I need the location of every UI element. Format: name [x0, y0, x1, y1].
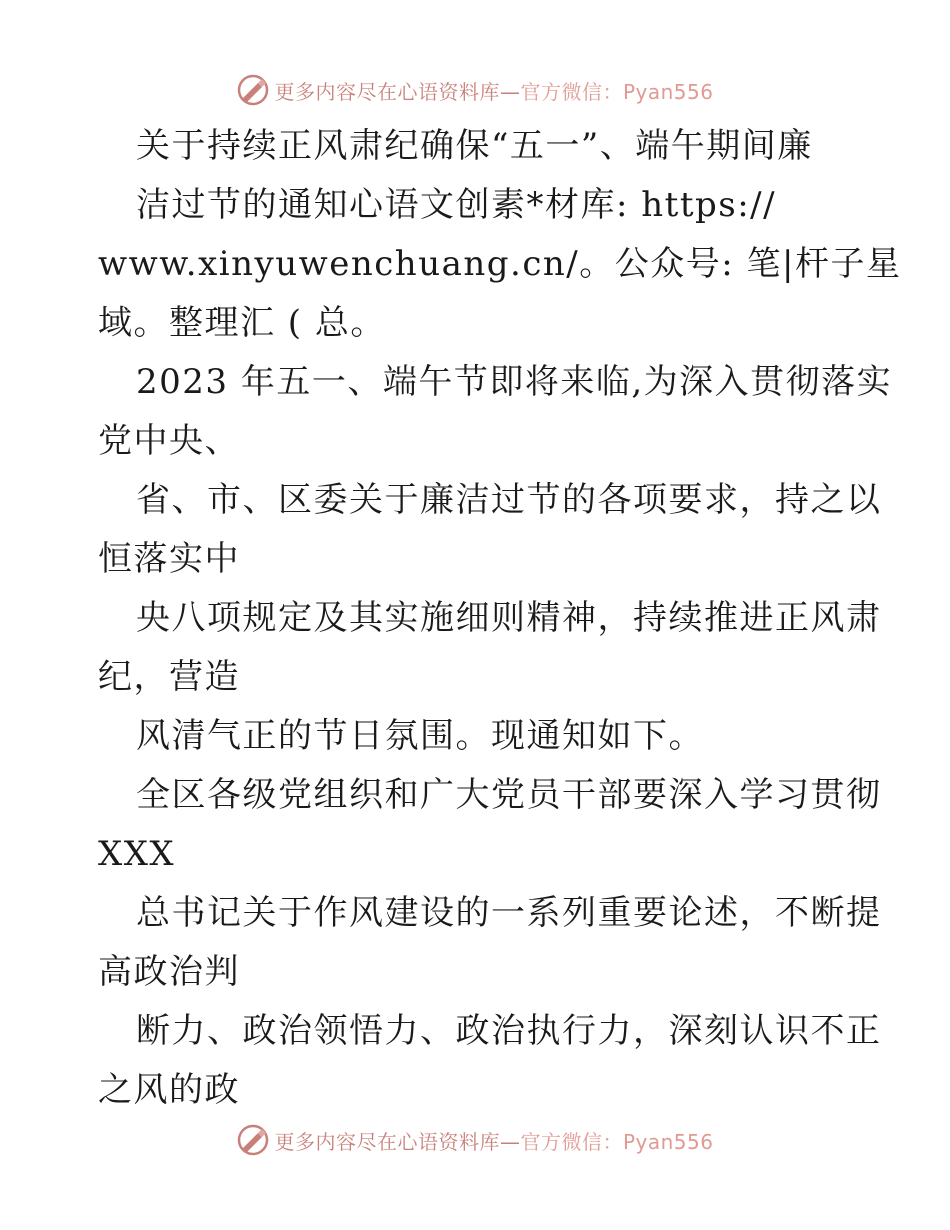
doc-line: 省、市、区委关于廉洁过节的各项要求，持之以 — [136, 480, 882, 520]
banner-title: 更多内容尽在心语资料库 — [274, 1129, 500, 1154]
doc-line: 洁过节的通知心语文创素*材库: https:// — [136, 185, 777, 225]
banner-text — [274, 1126, 713, 1155]
doc-line: 断力、政治领悟力、政治执行力，深刻认识不正 — [136, 1011, 882, 1051]
doc-line: 央八项规定及其实施细则精神，持续推进正风肃 — [136, 598, 882, 638]
doc-line: 恒落实中 — [98, 539, 240, 579]
doc-line: 之风的政 — [98, 1070, 240, 1110]
doc-line: 总书记关于作风建设的一系列重要论述，不断提 — [136, 893, 882, 933]
doc-line: 域。整理汇 ( 总。 — [98, 303, 386, 343]
banner-separator: — — [499, 79, 521, 104]
doc-line: 纪，营造 — [98, 657, 240, 697]
banner-wechat: 官方微信：Pyan556 — [520, 1129, 714, 1154]
doc-line: www.xinyuwenchuang.cn/。公众号: 笔|杆子星 — [98, 244, 902, 284]
banner-wechat: 官方微信：Pyan556 — [520, 79, 714, 104]
doc-line: 关于持续正风肃纪确保“五一”、端午期间廉 — [136, 126, 813, 166]
pen-logo-icon — [236, 1123, 270, 1157]
doc-line: 党中央、 — [98, 421, 240, 461]
banner-separator: — — [499, 1129, 521, 1154]
doc-line: 风清气正的节日氛围。现通知如下。 — [136, 716, 704, 756]
doc-line: 高政治判 — [98, 952, 240, 992]
doc-line: XXX — [98, 834, 176, 874]
banner-title: 更多内容尽在心语资料库 — [274, 79, 500, 104]
footer-watermark-banner — [0, 1120, 950, 1160]
doc-line: 全区各级党组织和广大党员干部要深入学习贯彻 — [136, 775, 882, 815]
doc-line: 2023 年五一、端午节即将来临,为深入贯彻落实 — [136, 362, 893, 402]
